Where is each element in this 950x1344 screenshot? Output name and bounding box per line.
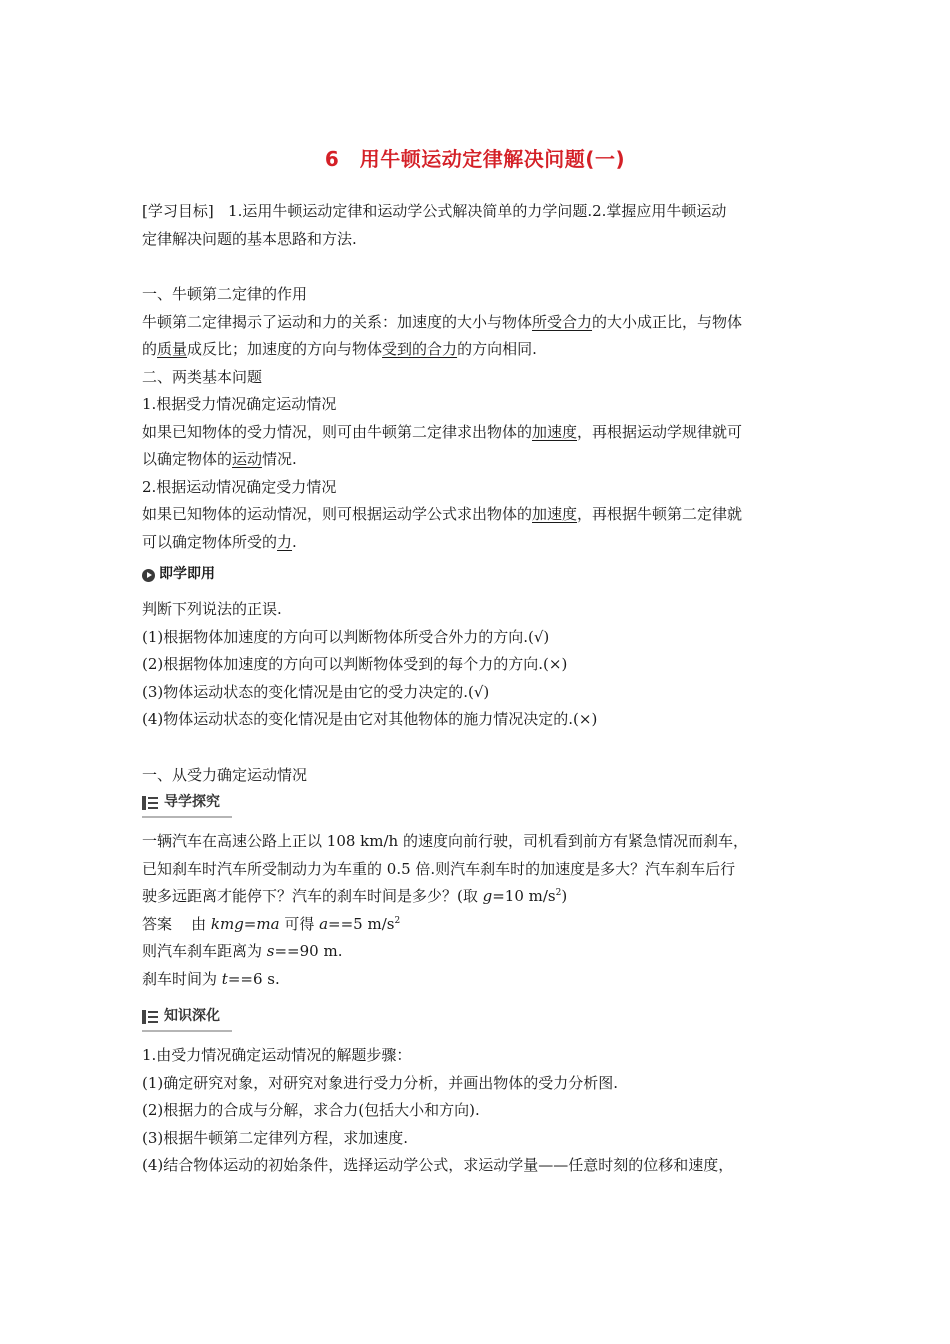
superscript: 2 xyxy=(555,888,562,898)
quick-use-item: (4)物体运动状态的变化情况是由它对其他物体的施力情况决定的.(×) xyxy=(142,710,598,728)
guide-explore-heading xyxy=(142,792,232,818)
blank-answer: 受到的合力 xyxy=(382,340,458,358)
section2-heading: 二、两类基本问题 xyxy=(142,367,263,386)
guide-explore-label: 导学探究 xyxy=(164,794,220,811)
text-run: 可以确定物体所受的 xyxy=(142,532,278,551)
variable-t: t xyxy=(221,969,228,988)
section1-heading: 一、牛顿第二定律的作用 xyxy=(142,285,308,303)
variable-ma: ma xyxy=(256,914,280,933)
superscript: 2 xyxy=(394,915,401,926)
text-run: ==5 m/s xyxy=(328,914,395,933)
page-title: 6 用牛顿运动定律解决问题(一) xyxy=(324,147,626,171)
blank-answer: 加速度 xyxy=(532,505,578,523)
list-bars-icon xyxy=(142,1010,158,1024)
text-run: ，再根据牛顿第二定律就 xyxy=(577,505,743,523)
text-run: =10 m/s xyxy=(492,887,556,905)
objectives-text-1: 1.运用牛顿运动定律和运动学公式解决简单的力学问题.2.掌握应用牛顿运动 xyxy=(228,202,727,220)
text-run: 则汽车刹车距离为 xyxy=(142,942,267,960)
text-run: 成反比；加速度的方向与物体 xyxy=(187,340,383,358)
text-run: 的大小成正比，与物体 xyxy=(592,312,743,331)
blank-answer: 质量 xyxy=(157,340,188,358)
text-run: ==6 s. xyxy=(227,969,280,988)
text-run: = xyxy=(243,914,257,933)
variable-kmg: kmg xyxy=(210,914,244,933)
deepen-step: (2)根据力的合成与分解，求合力(包括大小和方向). xyxy=(142,1101,480,1119)
text-run: 情况. xyxy=(262,450,297,468)
text-run: ==90 m. xyxy=(274,942,343,960)
variable-s: s xyxy=(266,942,275,960)
text-run: ，再根据运动学规律就可 xyxy=(577,422,743,441)
objectives-label: [学习目标] xyxy=(142,202,214,220)
blank-answer: 加速度 xyxy=(532,422,578,441)
text-run: 如果已知物体的运动情况，则可根据运动学公式求出物体的 xyxy=(142,505,533,523)
knowledge-deepen-label: 知识深化 xyxy=(164,1008,220,1025)
section2-text-1-line-2 xyxy=(142,446,812,474)
text-run: 牛顿第二定律揭示了运动和力的关系：加速度的大小与物体 xyxy=(142,312,533,331)
text-run: 由 xyxy=(191,914,211,933)
section2-text-1-line-1 xyxy=(142,419,812,447)
deepen-step: (1)确定研究对象，对研究对象进行受力分析，并画出物体的受力分析图. xyxy=(142,1073,619,1092)
text-run: ) xyxy=(561,887,568,905)
answer-label: 答案 xyxy=(142,914,173,933)
text-run: 的 xyxy=(142,340,158,358)
deepen-intro: 1.由受力情况确定运动情况的解题步骤： xyxy=(142,1046,412,1064)
knowledge-deepen-heading xyxy=(142,1006,232,1032)
quick-use-item: (2)根据物体加速度的方向可以判断物体受到的每个力的方向.(×) xyxy=(142,655,568,673)
answer-line-1 xyxy=(142,911,812,939)
variable-g: g xyxy=(482,887,493,905)
objectives-line-1 xyxy=(142,198,812,226)
quick-use-item: (1)根据物体加速度的方向可以判断物体所受合外力的方向.(√) xyxy=(142,627,550,646)
quick-use-label: 即学即用 xyxy=(159,566,215,583)
answer-line-2 xyxy=(142,938,812,966)
answer-line-3 xyxy=(142,966,812,994)
text-run: . xyxy=(292,532,297,551)
section2-text-2-line-1 xyxy=(142,501,812,529)
section1-paragraph-line-2 xyxy=(142,336,812,364)
quick-use-item: (3)物体运动状态的变化情况是由它的受力决定的.(√) xyxy=(142,682,490,701)
quick-use-heading xyxy=(142,560,812,590)
section2-sub-2: 2.根据运动情况确定受力情况 xyxy=(142,477,337,496)
document-body xyxy=(142,198,812,1180)
text-run: 如果已知物体的受力情况，则可由牛顿第二定律求出物体的 xyxy=(142,422,533,441)
text-run: 以确定物体的 xyxy=(142,450,233,468)
blank-answer: 运动 xyxy=(232,450,263,468)
quick-use-intro: 判断下列说法的正误. xyxy=(142,600,282,618)
deepen-step: (4)结合物体运动的初始条件，选择运动学公式，求运动学量——任意时刻的位移和速度， xyxy=(142,1156,734,1174)
blank-answer: 所受合力 xyxy=(532,312,593,331)
section2-text-2-line-2 xyxy=(142,529,812,557)
play-circle-icon xyxy=(142,569,155,582)
deepen-step: (3)根据牛顿第二定律列方程，求加速度. xyxy=(142,1128,409,1147)
question-line-3 xyxy=(142,883,812,911)
section1-paragraph-line-1 xyxy=(142,309,812,337)
objectives-line-2: 定律解决问题的基本思路和方法. xyxy=(142,229,357,248)
question-line-2: 已知刹车时汽车所受制动力为车重的 0.5 倍.则汽车刹车时的加速度是多大？汽车刹车后行 xyxy=(142,859,736,878)
question-line-1: 一辆汽车在高速公路上正以 108 km/h 的速度向前行驶，司机看到前方有紧急情况而刹车， xyxy=(142,832,748,850)
list-bars-icon xyxy=(142,796,158,810)
text-run: 可得 xyxy=(279,914,320,933)
section2-sub-1: 1.根据受力情况确定运动情况 xyxy=(142,395,337,413)
part1-heading: 一、从受力确定运动情况 xyxy=(142,765,308,784)
text-run: 刹车时间为 xyxy=(142,969,222,988)
text-run: 驶多远距离才能停下？汽车的刹车时间是多少？(取 xyxy=(142,887,483,905)
blank-answer: 力 xyxy=(277,532,293,551)
text-run: 的方向相同. xyxy=(457,340,537,358)
variable-a: a xyxy=(319,914,329,933)
